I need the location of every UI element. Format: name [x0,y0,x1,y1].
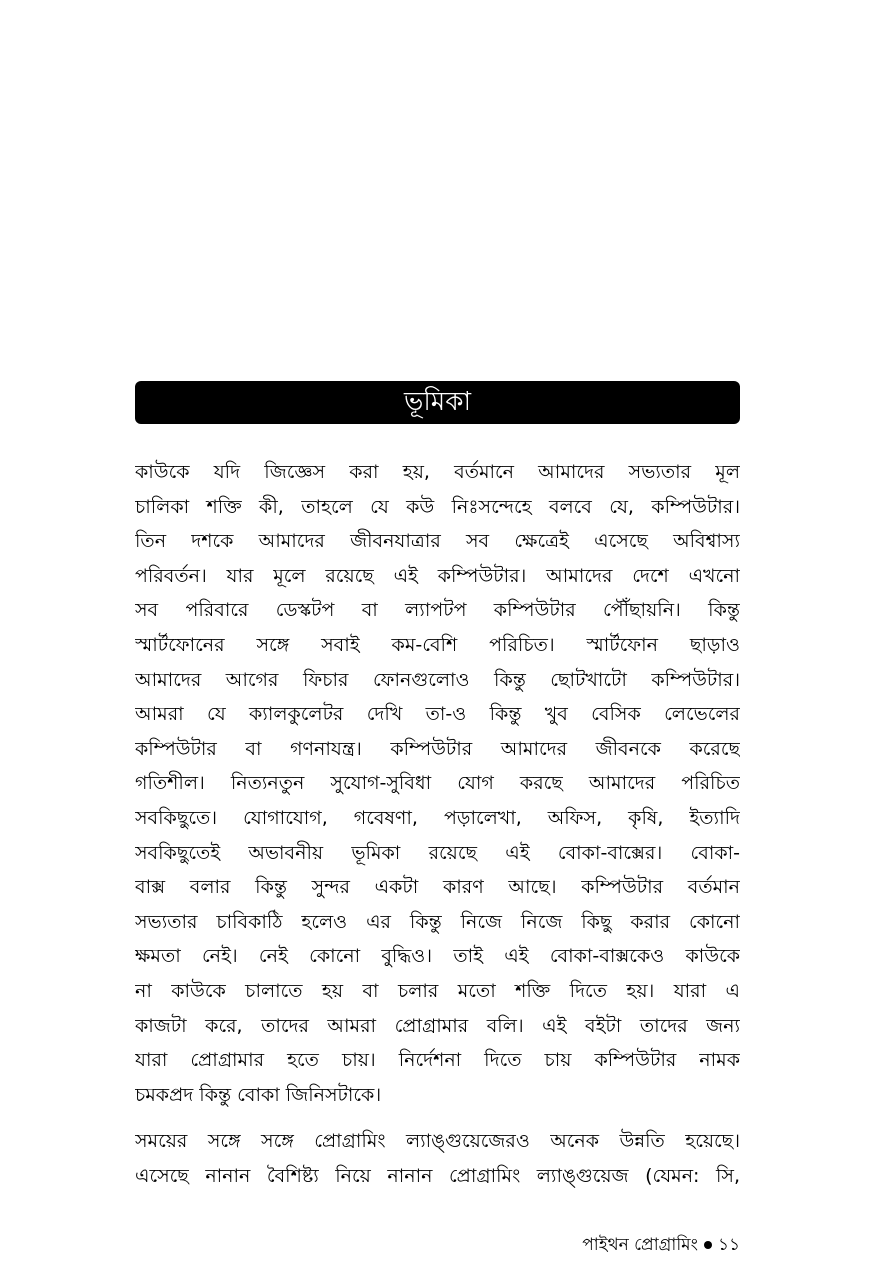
text-line: তিন দশকে আমাদের জীবনযাত্রার সব ক্ষেত্রেই এসেছে অবিশ্বাস্য [135,530,740,553]
text-line: এসেছে নানান বৈশিষ্ট্য নিয়ে নানান প্রোগ্রামিং ল্যাঙ্গুয়েজ (যেমন: সি, [135,1164,740,1187]
section-heading-bar [135,381,740,424]
text-line: কাজটা করে, তাদের আমরা প্রোগ্রামার বলি। এই বইটা তাদের জন্য [135,1014,740,1037]
text-line: চালিকা শক্তি কী, তাহলে যে কউ নিঃসন্দেহে বলবে যে, কম্পিউটার। [135,495,740,518]
text-line: পরিবর্তন। যার মূলে রয়েছে এই কম্পিউটার। আমাদের দেশে এখনো [135,564,740,587]
text-line: স্মার্টফোনের সঙ্গে সবাই কম-বেশি পরিচিত। স্মার্টফোন ছাড়াও [135,633,740,656]
text-line: সব পরিবারে ডেস্কটপ বা ল্যাপটপ কম্পিউটার পৌঁছায়নি। কিন্তু [135,599,740,622]
page-footer [582,1233,740,1257]
paragraph-1 [135,455,740,1112]
footer-bullet [704,1241,712,1249]
text-line: কম্পিউটার বা গণনাযন্ত্র। কম্পিউটার আমাদের জীবনকে করেছে [135,737,740,760]
text-line: না কাউকে চালাতে হয় বা চলার মতো শক্তি দিতে হয়। যারা এ [135,979,740,1002]
text-line: যারা প্রোগ্রামার হতে চায়। নির্দেশনা দিতে চায় কম্পিউটার নামক [135,1049,740,1072]
section-heading: ভূমিকা [404,387,471,417]
page-number: ১১ [717,1235,740,1255]
text-line: আমরা যে ক্যালকুলেটর দেখি তা-ও কিন্তু খুব বেসিক লেভেলের [135,703,740,726]
footer-book-title: পাইথন প্রোগ্রামিং [582,1235,698,1255]
text-line: কাউকে যদি জিজ্ঞেস করা হয়, বর্তমানে আমাদের সভ্যতার মূল [135,461,740,483]
text-line: সবকিছুতে। যোগাযোগ, গবেষণা, পড়ালেখা, অফিস, কৃষি, ইত্যাদি [135,806,740,829]
text-line: সময়ের সঙ্গে সঙ্গে প্রোগ্রামিং ল্যাঙ্গুয়েজেরও অনেক উন্নতি হয়েছে। [135,1130,740,1152]
text-line: চমকপ্রদ কিন্তু বোকা জিনিসটাকে। [135,1083,382,1106]
text-line: সবকিছুতেই অভাবনীয় ভূমিকা রয়েছে এই বোকা-বাক্সের। বোকা- [135,841,740,864]
paragraph-2 [135,1124,740,1193]
text-line: সভ্যতার চাবিকাঠি হলেও এর কিন্তু নিজে নিজে কিছু করার কোনো [135,910,740,933]
text-line: বাক্স বলার কিন্তু সুন্দর একটা কারণ আছে। কম্পিউটার বর্তমান [135,876,740,899]
text-line: ক্ষমতা নেই। নেই কোনো বুদ্ধিও। তাই এই বোকা-বাক্সকেও কাউকে [135,945,740,968]
text-line: আমাদের আগের ফিচার ফোনগুলোও কিন্তু ছোটখাটো কম্পিউটার। [135,668,740,691]
text-line: গতিশীল। নিত্যনতুন সুযোগ-সুবিধা যোগ করছে আমাদের পরিচিত [135,772,740,795]
